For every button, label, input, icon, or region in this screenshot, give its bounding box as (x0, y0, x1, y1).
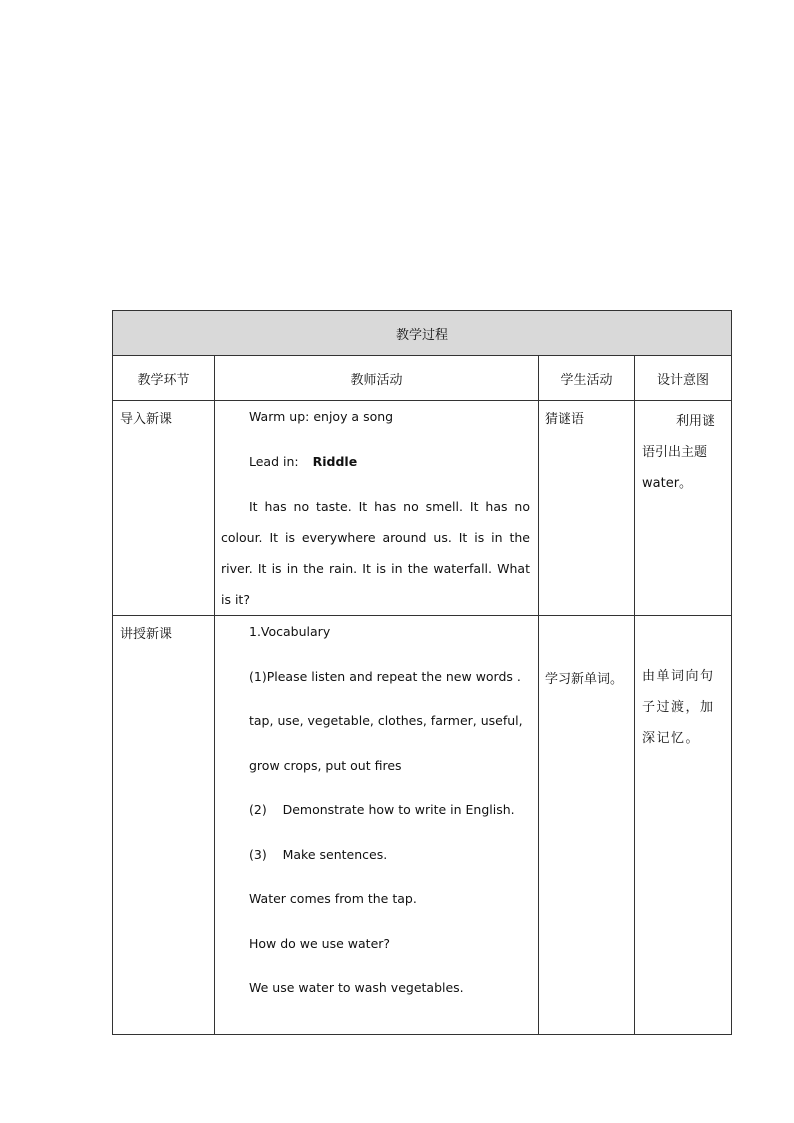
header-student-activity: 学生活动 (539, 356, 635, 401)
stage-lead-in: 导入新课 (113, 401, 215, 616)
student-activity-new-lesson (539, 616, 635, 1035)
table-title: 教学过程 (113, 311, 732, 356)
lead-in-line (221, 453, 530, 471)
header-stage: 教学环节 (113, 356, 215, 401)
lead-in-label: Lead in: (249, 453, 299, 469)
riddle-text: It has no taste. It has no smell. It has no colour. It is everywhere around us. It is in the river. It is in the rain. It is in the waterfall. What is it? (221, 499, 530, 607)
table-row (113, 616, 732, 1035)
demonstrate-text: (2) Demonstrate how to write in English. (249, 802, 515, 817)
word-list-2: grow crops, put out fires (249, 757, 402, 773)
make-sentences-text: (3) Make sentences. (249, 846, 388, 862)
lead-in-topic: Riddle (312, 453, 358, 469)
design-intent-new-lesson (635, 616, 732, 1035)
warm-up-text: Warm up: enjoy a song (249, 409, 394, 424)
word-list-1: tap, use, vegetable, clothes, farmer, useful, (249, 713, 523, 728)
listen-repeat-text: (1)Please listen and repeat the new words . (249, 668, 521, 684)
teacher-activity-new-lesson (215, 616, 539, 1035)
sentence-1: Water comes from the tap. (249, 891, 417, 906)
header-teacher-activity: 教师活动 (215, 356, 539, 401)
stage-new-lesson: 讲授新课 (113, 616, 215, 1035)
student-activity-lead-in: 猜谜语 (539, 401, 635, 616)
design-intent-text: 由单词向句子过渡，加深记忆。 (642, 669, 715, 746)
design-intent-text: 利用谜语引出主题water。 (642, 414, 716, 491)
teaching-process-table (112, 310, 732, 1035)
sentence-2: How do we use water? (249, 935, 391, 951)
header-design-intent: 设计意图 (635, 356, 732, 401)
table-title-row (113, 311, 732, 356)
design-intent-lead-in (635, 401, 732, 616)
teacher-activity-lead-in (215, 401, 539, 616)
table-header-row (113, 356, 732, 401)
student-activity-text: 学习新单词。 (545, 672, 624, 687)
vocabulary-heading: 1.Vocabulary (249, 624, 331, 639)
table-row (113, 401, 732, 616)
sentence-3: We use water to wash vegetables. (249, 980, 464, 995)
